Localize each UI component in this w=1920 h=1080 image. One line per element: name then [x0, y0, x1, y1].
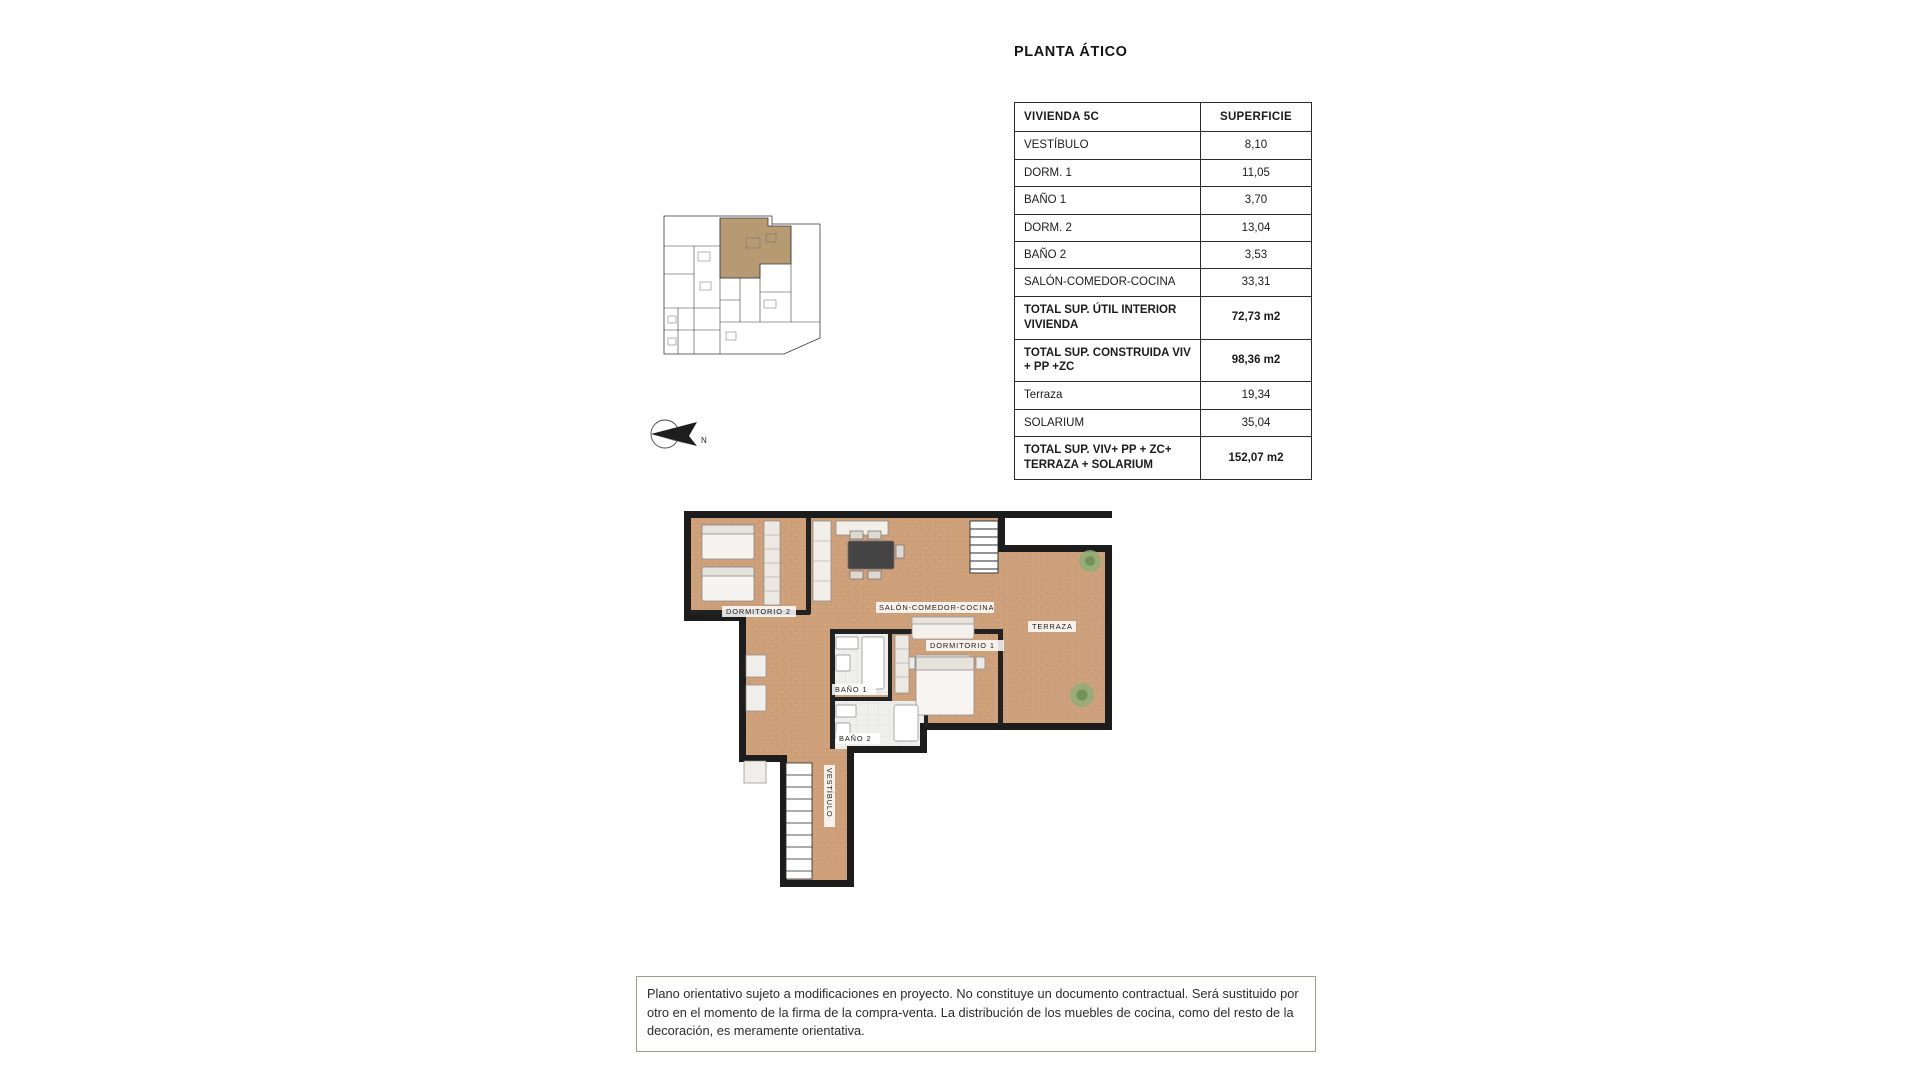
disclaimer-note: Plano orientativo sujeto a modificaciones en proyecto. No constituye un documento contractual. Será sustituido por otro en el momento de la firma de la compra-venta. La distribución de los muebles de cocina, como del resto de la decoración, es meramente orientativa. — [636, 976, 1316, 1052]
row-value: 11,05 — [1201, 159, 1312, 186]
row-label: DORM. 1 — [1015, 159, 1201, 186]
label-bano-1: BAÑO 1 — [835, 685, 868, 694]
main-floorplan — [680, 505, 1240, 975]
row-value: 13,04 — [1201, 214, 1312, 241]
table-row-total — [1015, 296, 1312, 339]
table-header-name: VIVIENDA 5C — [1015, 103, 1201, 132]
table-row — [1015, 269, 1312, 296]
table-row — [1015, 382, 1312, 409]
row-label: DORM. 2 — [1015, 214, 1201, 241]
row-value: 98,36 m2 — [1201, 339, 1312, 382]
table-row — [1015, 241, 1312, 268]
table-header-row — [1015, 103, 1312, 132]
page-title: PLANTA ÁTICO — [1014, 44, 1128, 60]
row-value: 72,73 m2 — [1201, 296, 1312, 339]
north-arrow — [645, 408, 715, 462]
label-terraza: TERRAZA — [1032, 622, 1073, 631]
keyplan-diagram — [660, 212, 828, 362]
table-row — [1015, 132, 1312, 159]
label-dormitorio-1: DORMITORIO 1 — [930, 641, 995, 650]
areas-table — [1014, 102, 1312, 480]
row-value: 33,31 — [1201, 269, 1312, 296]
row-label: Terraza — [1015, 382, 1201, 409]
row-label: SALÓN-COMEDOR-COCINA — [1015, 269, 1201, 296]
table-row — [1015, 214, 1312, 241]
label-bano-2: BAÑO 2 — [839, 734, 872, 743]
table-header-value: SUPERFICIE — [1201, 103, 1312, 132]
row-label: TOTAL SUP. ÚTIL INTERIOR VIVIENDA — [1015, 296, 1201, 339]
table-row — [1015, 187, 1312, 214]
row-value: 19,34 — [1201, 382, 1312, 409]
label-dormitorio-2: DORMITORIO 2 — [726, 607, 791, 616]
label-vestibulo: VESTÍBULO — [825, 768, 834, 818]
row-value: 152,07 m2 — [1201, 437, 1312, 480]
row-value: 3,53 — [1201, 241, 1312, 268]
label-salon: SALÓN-COMEDOR-COCINA — [879, 603, 995, 612]
row-label: TOTAL SUP. CONSTRUIDA VIV + PP +ZC — [1015, 339, 1201, 382]
table-row-total — [1015, 339, 1312, 382]
north-letter: N — [701, 436, 707, 445]
table-row — [1015, 159, 1312, 186]
table-row — [1015, 409, 1312, 436]
row-value: 3,70 — [1201, 187, 1312, 214]
row-label: SOLARIUM — [1015, 409, 1201, 436]
table-row-total — [1015, 437, 1312, 480]
row-value: 8,10 — [1201, 132, 1312, 159]
row-label: BAÑO 1 — [1015, 187, 1201, 214]
row-label: TOTAL SUP. VIV+ PP + ZC+ TERRAZA + SOLARIUM — [1015, 437, 1201, 480]
row-value: 35,04 — [1201, 409, 1312, 436]
row-label: BAÑO 2 — [1015, 241, 1201, 268]
row-label: VESTÍBULO — [1015, 132, 1201, 159]
